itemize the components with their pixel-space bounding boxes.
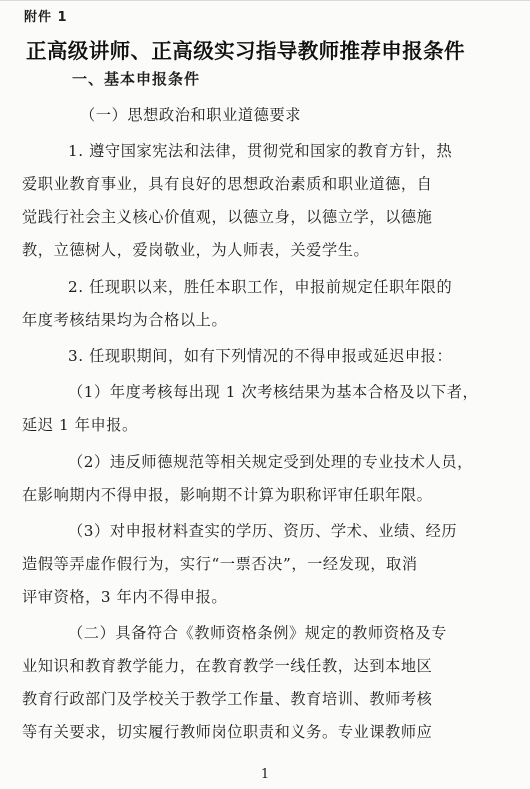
top-edge — [0, 0, 530, 1]
paragraph-line: （3）对申报材料查实的学历、资历、学术、业绩、经历 — [68, 522, 458, 540]
paragraph-line: 年度考核结果均为合格以上。 — [22, 311, 228, 329]
paragraph-line: 在影响期内不得申报，影响期不计算为职称评审任职年限。 — [22, 486, 433, 504]
paragraph-line: （二）具备符合《教师资格条例》规定的教师资格及专 — [68, 624, 447, 642]
paragraph-line: 教，立德树人，爱岗敬业，为人师表，关爱学生。 — [22, 241, 370, 259]
paragraph-line: 造假等弄虚作假行为，实行“一票否决”，一经发现，取消 — [22, 555, 418, 573]
paragraph-line: 1. 遵守国家宪法和法律，贯彻党和国家的教育方针，热 — [68, 142, 453, 160]
paragraph-line: 爱职业教育事业，具有良好的思想政治素质和职业道德，自 — [22, 175, 433, 193]
paragraph-line: 延迟 1 年申报。 — [22, 416, 138, 434]
paragraph-line: 评审资格，3 年内不得申报。 — [22, 588, 228, 606]
paragraph-line: 觉践行社会主义核心价值观，以德立身，以德立学，以德施 — [22, 208, 433, 226]
annex-label: 附件 1 — [24, 10, 68, 25]
page-number: 1 — [260, 767, 270, 782]
paragraph-line: （1）年度考核每出现 1 次考核结果为基本合格及以下者， — [68, 383, 479, 401]
paragraph-line: （2）违反师德规范等相关规定受到处理的专业技术人员， — [68, 453, 473, 471]
paragraph-line: 2. 任现职以来，胜任本职工作，申报前规定任职年限的 — [68, 278, 453, 296]
paragraph-line: 教育行政部门及学校关于教学工作量、教育培训、教师考核 — [22, 690, 433, 708]
subsection-heading-1: （一）思想政治和职业道德要求 — [80, 106, 302, 124]
section-heading: 一、基本申报条件 — [72, 70, 201, 88]
paragraph-line: 业知识和教育教学能力，在教育教学一线任教，达到本地区 — [22, 657, 433, 675]
paragraph-line: 3. 任现职期间，如有下列情况的不得申报或延迟申报： — [68, 347, 453, 365]
paragraph-line: 等有关要求，切实履行教师岗位职责和义务。专业课教师应 — [22, 723, 433, 741]
document-title: 正高级讲师、正高级实习指导教师推荐申报条件 — [26, 39, 465, 63]
